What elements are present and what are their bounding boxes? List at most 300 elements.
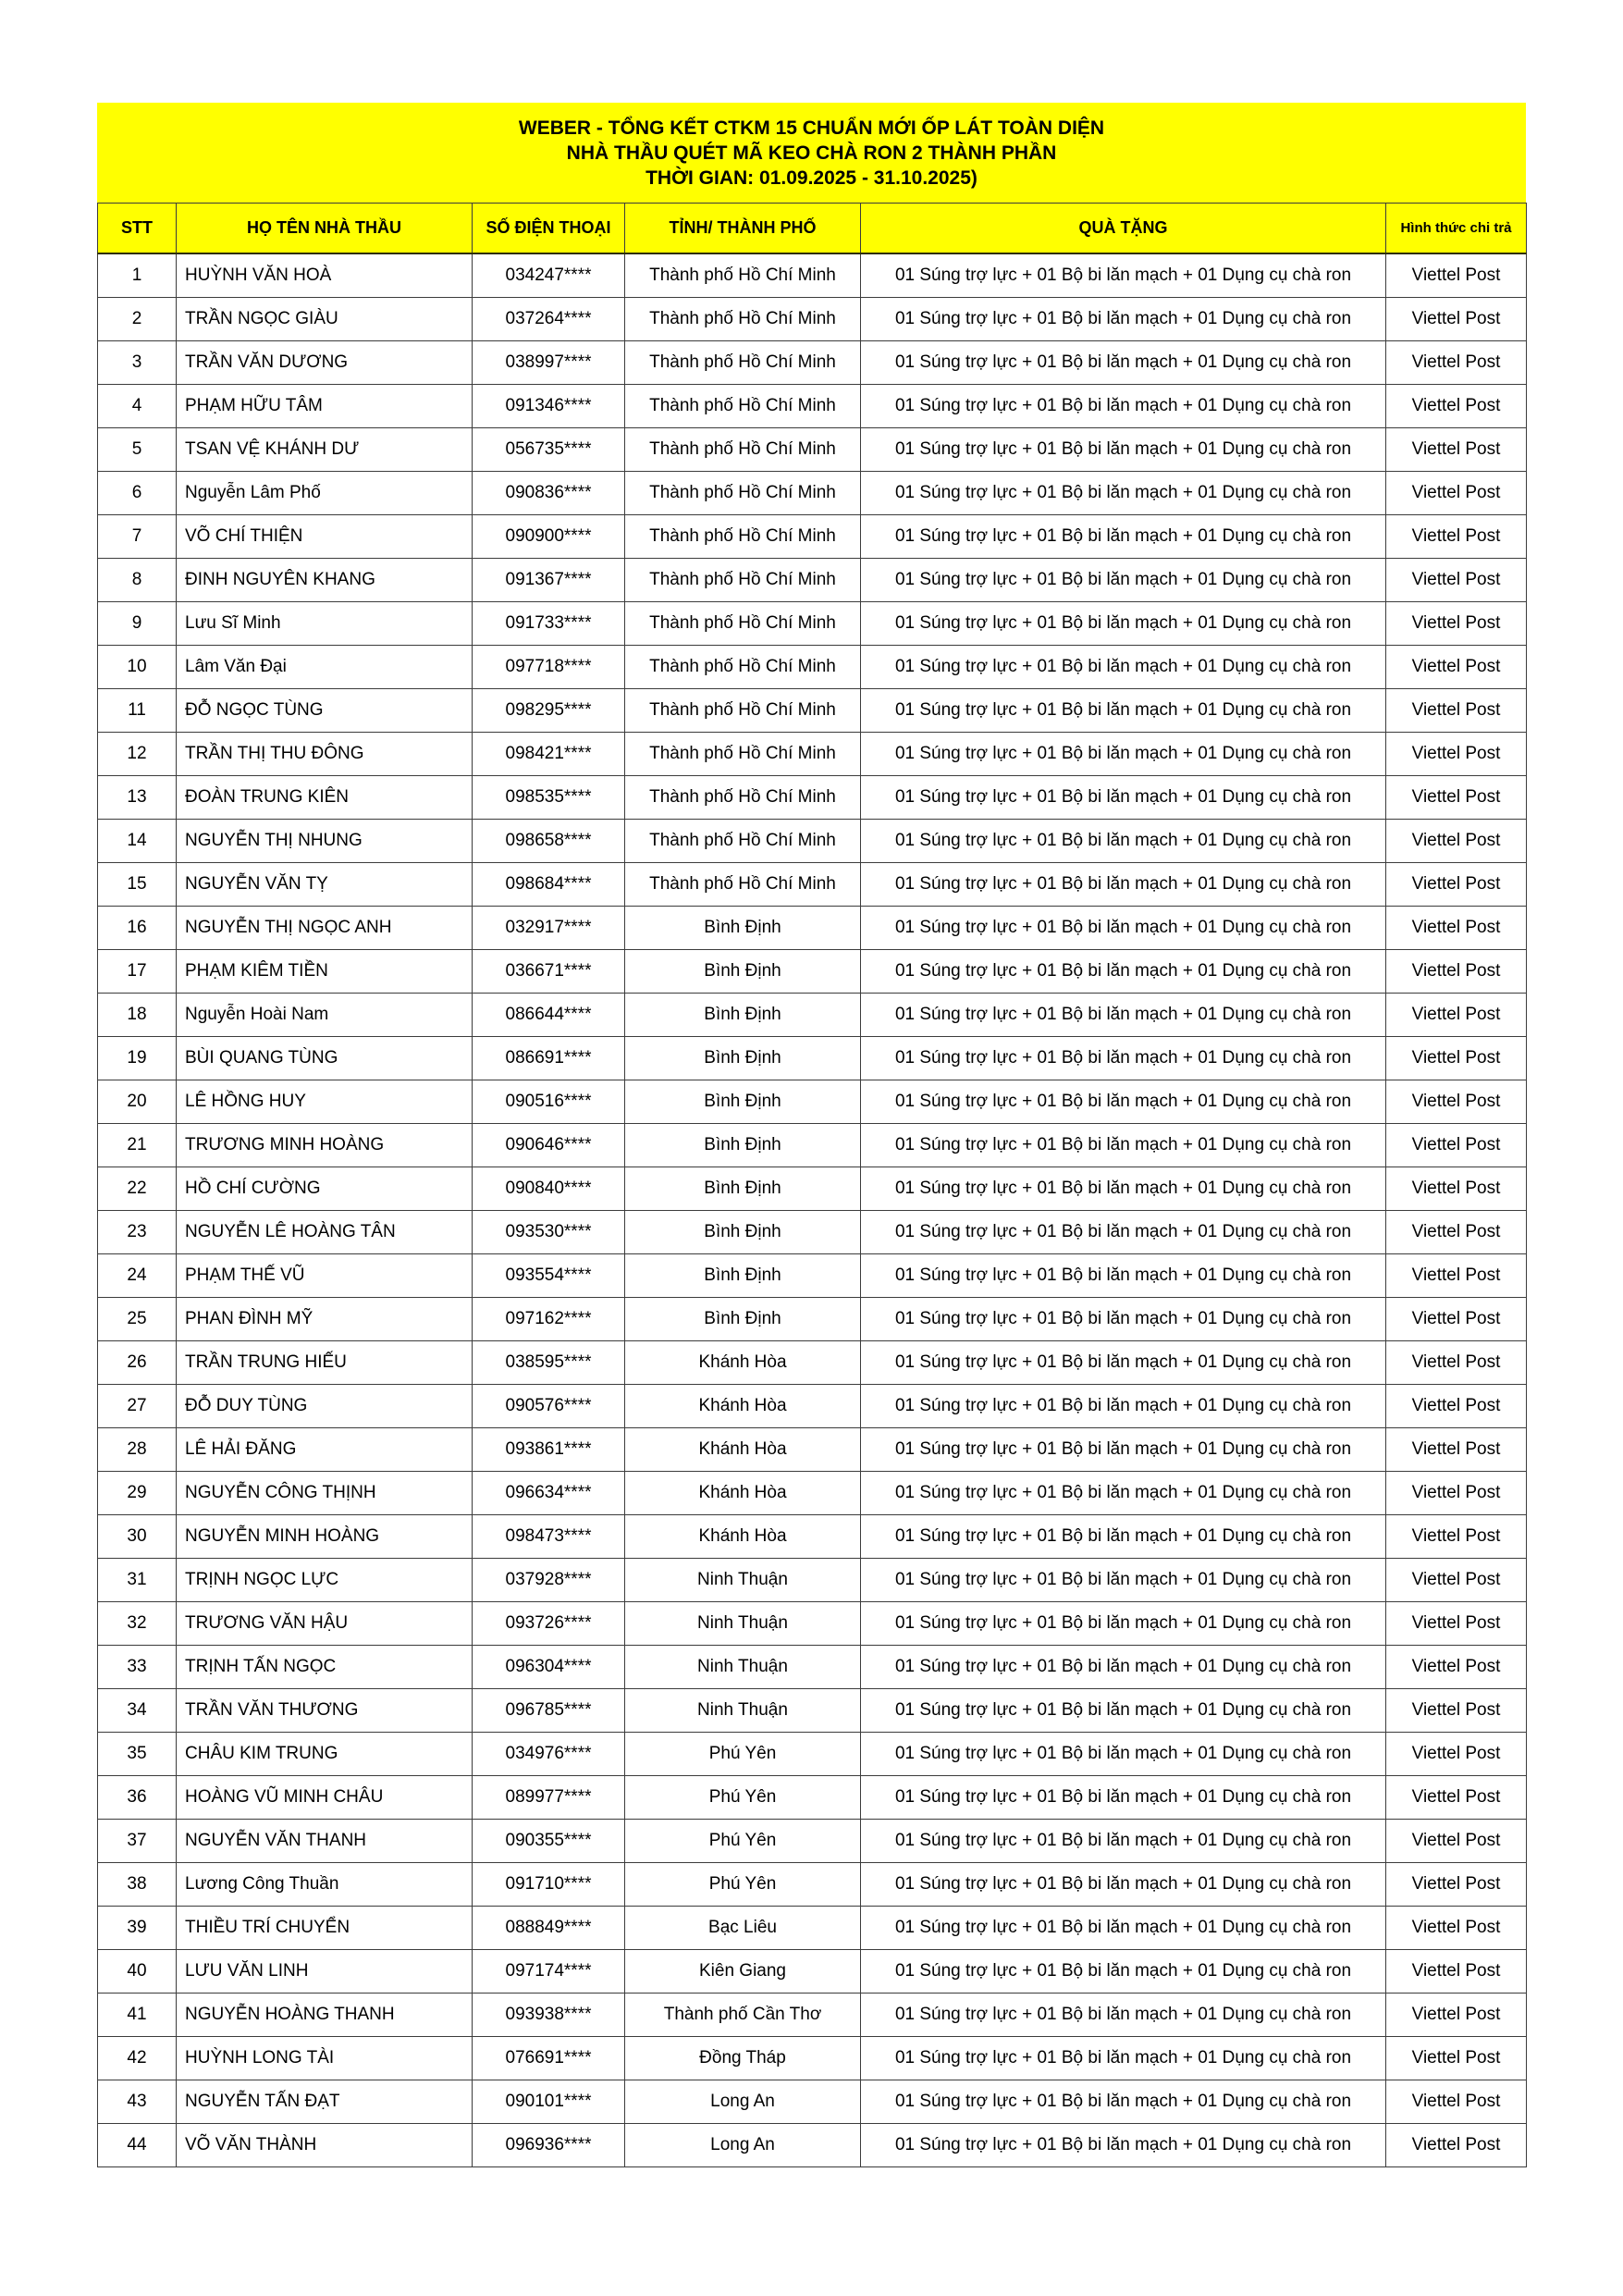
cell-stt: 42: [98, 2037, 177, 2080]
table-row: [98, 994, 1527, 1037]
cell-stt: 9: [98, 602, 177, 646]
report-sheet: [97, 103, 1526, 2167]
cell-stt: 2: [98, 298, 177, 341]
cell-province: Thành phố Hồ Chí Minh: [625, 559, 861, 602]
cell-phone: 091367****: [473, 559, 625, 602]
table-row: [98, 907, 1527, 950]
cell-stt: 8: [98, 559, 177, 602]
cell-province: Bình Định: [625, 1254, 861, 1298]
cell-stt: 27: [98, 1385, 177, 1428]
cell-phone: 086691****: [473, 1037, 625, 1080]
cell-province: Bình Định: [625, 1080, 861, 1124]
table-row: [98, 1211, 1527, 1254]
report-title-banner: [97, 103, 1526, 203]
cell-stt: 39: [98, 1907, 177, 1950]
cell-name: TSAN VỆ KHÁNH DƯ: [177, 428, 473, 472]
cell-name: VÕ VĂN THÀNH: [177, 2124, 473, 2167]
cell-province: Bình Định: [625, 1211, 861, 1254]
cell-gift: 01 Súng trợ lực + 01 Bộ bi lăn mạch + 01 Dụng cụ chà ron: [861, 1515, 1386, 1559]
table-row: [98, 863, 1527, 907]
table-row: [98, 1733, 1527, 1776]
cell-gift: 01 Súng trợ lực + 01 Bộ bi lăn mạch + 01 Dụng cụ chà ron: [861, 2080, 1386, 2124]
cell-province: Ninh Thuận: [625, 1646, 861, 1689]
cell-payment: Viettel Post: [1386, 253, 1527, 298]
cell-stt: 15: [98, 863, 177, 907]
cell-province: Thành phố Hồ Chí Minh: [625, 515, 861, 559]
report-title-line3: THỜI GIAN: 01.09.2025 - 31.10.2025): [646, 167, 977, 189]
cell-payment: Viettel Post: [1386, 733, 1527, 776]
header-stt: STT: [98, 204, 177, 254]
table-row: [98, 1907, 1527, 1950]
cell-province: Bình Định: [625, 1124, 861, 1167]
cell-province: Phú Yên: [625, 1776, 861, 1820]
cell-stt: 30: [98, 1515, 177, 1559]
table-row: [98, 1037, 1527, 1080]
table-row: [98, 1689, 1527, 1733]
cell-stt: 16: [98, 907, 177, 950]
cell-phone: 098658****: [473, 820, 625, 863]
cell-payment: Viettel Post: [1386, 1602, 1527, 1646]
table-row: [98, 950, 1527, 994]
cell-gift: 01 Súng trợ lực + 01 Bộ bi lăn mạch + 01 Dụng cụ chà ron: [861, 1863, 1386, 1907]
cell-phone: 096304****: [473, 1646, 625, 1689]
cell-stt: 43: [98, 2080, 177, 2124]
cell-province: Bình Định: [625, 907, 861, 950]
cell-gift: 01 Súng trợ lực + 01 Bộ bi lăn mạch + 01 Dụng cụ chà ron: [861, 1037, 1386, 1080]
cell-province: Bình Định: [625, 1037, 861, 1080]
cell-payment: Viettel Post: [1386, 2124, 1527, 2167]
cell-gift: 01 Súng trợ lực + 01 Bộ bi lăn mạch + 01 Dụng cụ chà ron: [861, 559, 1386, 602]
cell-name: NGUYỄN HOÀNG THANH: [177, 1994, 473, 2037]
cell-phone: 097174****: [473, 1950, 625, 1994]
table-row: [98, 1472, 1527, 1515]
cell-payment: Viettel Post: [1386, 950, 1527, 994]
cell-payment: Viettel Post: [1386, 1994, 1527, 2037]
cell-payment: Viettel Post: [1386, 1037, 1527, 1080]
cell-gift: 01 Súng trợ lực + 01 Bộ bi lăn mạch + 01 Dụng cụ chà ron: [861, 2124, 1386, 2167]
cell-province: Khánh Hòa: [625, 1428, 861, 1472]
cell-payment: Viettel Post: [1386, 1559, 1527, 1602]
cell-gift: 01 Súng trợ lực + 01 Bộ bi lăn mạch + 01 Dụng cụ chà ron: [861, 1428, 1386, 1472]
header-province: TỈNH/ THÀNH PHỐ: [625, 204, 861, 254]
cell-gift: 01 Súng trợ lực + 01 Bộ bi lăn mạch + 01 Dụng cụ chà ron: [861, 689, 1386, 733]
cell-phone: 038595****: [473, 1341, 625, 1385]
cell-phone: 090836****: [473, 472, 625, 515]
cell-name: ĐỖ NGỌC TÙNG: [177, 689, 473, 733]
cell-name: HUỲNH LONG TÀI: [177, 2037, 473, 2080]
cell-province: Phú Yên: [625, 1863, 861, 1907]
cell-gift: 01 Súng trợ lực + 01 Bộ bi lăn mạch + 01 Dụng cụ chà ron: [861, 1820, 1386, 1863]
cell-stt: 24: [98, 1254, 177, 1298]
cell-phone: 090355****: [473, 1820, 625, 1863]
cell-name: THIỀU TRÍ CHUYỂN: [177, 1907, 473, 1950]
cell-gift: 01 Súng trợ lực + 01 Bộ bi lăn mạch + 01 Dụng cụ chà ron: [861, 1994, 1386, 2037]
cell-payment: Viettel Post: [1386, 385, 1527, 428]
header-phone: SỐ ĐIỆN THOẠI: [473, 204, 625, 254]
winners-table: [97, 203, 1527, 2167]
cell-stt: 32: [98, 1602, 177, 1646]
cell-name: NGUYỄN CÔNG THỊNH: [177, 1472, 473, 1515]
cell-stt: 34: [98, 1689, 177, 1733]
cell-name: NGUYỄN VĂN THANH: [177, 1820, 473, 1863]
table-row: [98, 515, 1527, 559]
table-row: [98, 1950, 1527, 1994]
cell-name: TRƯƠNG VĂN HẬU: [177, 1602, 473, 1646]
cell-payment: Viettel Post: [1386, 298, 1527, 341]
cell-stt: 28: [98, 1428, 177, 1472]
cell-phone: 089977****: [473, 1776, 625, 1820]
cell-payment: Viettel Post: [1386, 1385, 1527, 1428]
cell-stt: 1: [98, 253, 177, 298]
cell-payment: Viettel Post: [1386, 907, 1527, 950]
cell-stt: 4: [98, 385, 177, 428]
cell-phone: 097718****: [473, 646, 625, 689]
cell-province: Thành phố Hồ Chí Minh: [625, 863, 861, 907]
cell-phone: 093861****: [473, 1428, 625, 1472]
cell-name: NGUYỄN THỊ NHUNG: [177, 820, 473, 863]
cell-stt: 5: [98, 428, 177, 472]
cell-phone: 076691****: [473, 2037, 625, 2080]
cell-payment: Viettel Post: [1386, 1907, 1527, 1950]
cell-payment: Viettel Post: [1386, 1646, 1527, 1689]
cell-payment: Viettel Post: [1386, 472, 1527, 515]
cell-province: Khánh Hòa: [625, 1341, 861, 1385]
cell-province: Khánh Hòa: [625, 1385, 861, 1428]
cell-province: Thành phố Hồ Chí Minh: [625, 733, 861, 776]
cell-payment: Viettel Post: [1386, 1863, 1527, 1907]
cell-province: Thành phố Hồ Chí Minh: [625, 820, 861, 863]
cell-payment: Viettel Post: [1386, 1298, 1527, 1341]
cell-name: PHẠM THẾ VŨ: [177, 1254, 473, 1298]
cell-name: PHẠM HỮU TÂM: [177, 385, 473, 428]
cell-name: TRẦN VĂN DƯƠNG: [177, 341, 473, 385]
cell-phone: 038997****: [473, 341, 625, 385]
cell-name: HỒ CHÍ CƯỜNG: [177, 1167, 473, 1211]
cell-name: ĐỖ DUY TÙNG: [177, 1385, 473, 1428]
table-row: [98, 428, 1527, 472]
cell-stt: 18: [98, 994, 177, 1037]
cell-name: CHÂU KIM TRUNG: [177, 1733, 473, 1776]
cell-gift: 01 Súng trợ lực + 01 Bộ bi lăn mạch + 01 Dụng cụ chà ron: [861, 1472, 1386, 1515]
table-row: [98, 602, 1527, 646]
cell-province: Phú Yên: [625, 1820, 861, 1863]
cell-name: NGUYỄN VĂN TỴ: [177, 863, 473, 907]
cell-province: Khánh Hòa: [625, 1472, 861, 1515]
cell-province: Đồng Tháp: [625, 2037, 861, 2080]
cell-stt: 12: [98, 733, 177, 776]
cell-name: TRẦN NGỌC GIÀU: [177, 298, 473, 341]
table-row: [98, 820, 1527, 863]
cell-payment: Viettel Post: [1386, 602, 1527, 646]
cell-stt: 40: [98, 1950, 177, 1994]
cell-province: Bình Định: [625, 1298, 861, 1341]
cell-gift: 01 Súng trợ lực + 01 Bộ bi lăn mạch + 01 Dụng cụ chà ron: [861, 863, 1386, 907]
cell-payment: Viettel Post: [1386, 1211, 1527, 1254]
table-row: [98, 559, 1527, 602]
cell-phone: 091710****: [473, 1863, 625, 1907]
cell-stt: 36: [98, 1776, 177, 1820]
table-row: [98, 1254, 1527, 1298]
cell-payment: Viettel Post: [1386, 515, 1527, 559]
cell-stt: 14: [98, 820, 177, 863]
table-row: [98, 1863, 1527, 1907]
cell-gift: 01 Súng trợ lực + 01 Bộ bi lăn mạch + 01 Dụng cụ chà ron: [861, 1298, 1386, 1341]
cell-payment: Viettel Post: [1386, 1515, 1527, 1559]
cell-gift: 01 Súng trợ lực + 01 Bộ bi lăn mạch + 01 Dụng cụ chà ron: [861, 1341, 1386, 1385]
cell-province: Long An: [625, 2124, 861, 2167]
cell-province: Phú Yên: [625, 1733, 861, 1776]
cell-phone: 098684****: [473, 863, 625, 907]
cell-name: TRẦN TRUNG HIẾU: [177, 1341, 473, 1385]
cell-province: Thành phố Cần Thơ: [625, 1994, 861, 2037]
cell-stt: 44: [98, 2124, 177, 2167]
cell-gift: 01 Súng trợ lực + 01 Bộ bi lăn mạch + 01 Dụng cụ chà ron: [861, 602, 1386, 646]
cell-name: VÕ CHÍ THIỆN: [177, 515, 473, 559]
cell-stt: 7: [98, 515, 177, 559]
cell-phone: 096785****: [473, 1689, 625, 1733]
header-row: [98, 204, 1527, 254]
cell-payment: Viettel Post: [1386, 1820, 1527, 1863]
cell-payment: Viettel Post: [1386, 1080, 1527, 1124]
cell-name: TRỊNH NGỌC LỰC: [177, 1559, 473, 1602]
cell-province: Khánh Hòa: [625, 1515, 861, 1559]
cell-name: Nguyễn Hoài Nam: [177, 994, 473, 1037]
cell-payment: Viettel Post: [1386, 559, 1527, 602]
cell-stt: 38: [98, 1863, 177, 1907]
cell-gift: 01 Súng trợ lực + 01 Bộ bi lăn mạch + 01 Dụng cụ chà ron: [861, 515, 1386, 559]
table-row: [98, 1994, 1527, 2037]
cell-phone: 098535****: [473, 776, 625, 820]
cell-gift: 01 Súng trợ lực + 01 Bộ bi lăn mạch + 01 Dụng cụ chà ron: [861, 1385, 1386, 1428]
cell-phone: 096634****: [473, 1472, 625, 1515]
cell-payment: Viettel Post: [1386, 863, 1527, 907]
cell-gift: 01 Súng trợ lực + 01 Bộ bi lăn mạch + 01 Dụng cụ chà ron: [861, 1907, 1386, 1950]
cell-province: Ninh Thuận: [625, 1559, 861, 1602]
cell-stt: 22: [98, 1167, 177, 1211]
cell-name: TRẦN VĂN THƯƠNG: [177, 1689, 473, 1733]
cell-phone: 090840****: [473, 1167, 625, 1211]
cell-province: Thành phố Hồ Chí Minh: [625, 428, 861, 472]
table-row: [98, 1820, 1527, 1863]
header-gift: QUÀ TẶNG: [861, 204, 1386, 254]
cell-province: Thành phố Hồ Chí Minh: [625, 298, 861, 341]
table-row: [98, 1515, 1527, 1559]
cell-gift: 01 Súng trợ lực + 01 Bộ bi lăn mạch + 01 Dụng cụ chà ron: [861, 1689, 1386, 1733]
cell-name: NGUYỄN THỊ NGỌC ANH: [177, 907, 473, 950]
cell-name: PHẠM KIÊM TIỀN: [177, 950, 473, 994]
cell-stt: 41: [98, 1994, 177, 2037]
cell-name: Nguyễn Lâm Phố: [177, 472, 473, 515]
cell-province: Long An: [625, 2080, 861, 2124]
cell-gift: 01 Súng trợ lực + 01 Bộ bi lăn mạch + 01 Dụng cụ chà ron: [861, 1080, 1386, 1124]
cell-gift: 01 Súng trợ lực + 01 Bộ bi lăn mạch + 01 Dụng cụ chà ron: [861, 994, 1386, 1037]
cell-payment: Viettel Post: [1386, 646, 1527, 689]
cell-gift: 01 Súng trợ lực + 01 Bộ bi lăn mạch + 01 Dụng cụ chà ron: [861, 1124, 1386, 1167]
cell-province: Bình Định: [625, 994, 861, 1037]
table-row: [98, 1646, 1527, 1689]
cell-name: NGUYỄN MINH HOÀNG: [177, 1515, 473, 1559]
table-row: [98, 253, 1527, 298]
table-row: [98, 1428, 1527, 1472]
cell-province: Kiên Giang: [625, 1950, 861, 1994]
cell-phone: 037928****: [473, 1559, 625, 1602]
cell-stt: 21: [98, 1124, 177, 1167]
table-row: [98, 472, 1527, 515]
cell-phone: 093530****: [473, 1211, 625, 1254]
header-name: HỌ TÊN NHÀ THẦU: [177, 204, 473, 254]
cell-payment: Viettel Post: [1386, 1776, 1527, 1820]
cell-phone: 097162****: [473, 1298, 625, 1341]
cell-stt: 13: [98, 776, 177, 820]
cell-payment: Viettel Post: [1386, 1733, 1527, 1776]
cell-name: TRƯƠNG MINH HOÀNG: [177, 1124, 473, 1167]
cell-phone: 096936****: [473, 2124, 625, 2167]
cell-gift: 01 Súng trợ lực + 01 Bộ bi lăn mạch + 01 Dụng cụ chà ron: [861, 1167, 1386, 1211]
cell-name: TRỊNH TẤN NGỌC: [177, 1646, 473, 1689]
cell-province: Thành phố Hồ Chí Minh: [625, 776, 861, 820]
table-row: [98, 298, 1527, 341]
cell-phone: 034247****: [473, 253, 625, 298]
cell-gift: 01 Súng trợ lực + 01 Bộ bi lăn mạch + 01 Dụng cụ chà ron: [861, 428, 1386, 472]
table-row: [98, 1298, 1527, 1341]
cell-province: Thành phố Hồ Chí Minh: [625, 602, 861, 646]
cell-phone: 086644****: [473, 994, 625, 1037]
cell-gift: 01 Súng trợ lực + 01 Bộ bi lăn mạch + 01 Dụng cụ chà ron: [861, 646, 1386, 689]
cell-gift: 01 Súng trợ lực + 01 Bộ bi lăn mạch + 01 Dụng cụ chà ron: [861, 253, 1386, 298]
cell-phone: 090516****: [473, 1080, 625, 1124]
cell-gift: 01 Súng trợ lực + 01 Bộ bi lăn mạch + 01 Dụng cụ chà ron: [861, 341, 1386, 385]
cell-phone: 056735****: [473, 428, 625, 472]
cell-stt: 20: [98, 1080, 177, 1124]
cell-phone: 090900****: [473, 515, 625, 559]
cell-gift: 01 Súng trợ lực + 01 Bộ bi lăn mạch + 01 Dụng cụ chà ron: [861, 1733, 1386, 1776]
cell-name: Lâm Văn Đại: [177, 646, 473, 689]
table-row: [98, 385, 1527, 428]
cell-province: Thành phố Hồ Chí Minh: [625, 472, 861, 515]
table-row: [98, 1559, 1527, 1602]
table-row: [98, 2037, 1527, 2080]
cell-province: Thành phố Hồ Chí Minh: [625, 646, 861, 689]
cell-province: Thành phố Hồ Chí Minh: [625, 689, 861, 733]
cell-name: HUỲNH VĂN HOÀ: [177, 253, 473, 298]
cell-name: TRẦN THỊ THU ĐÔNG: [177, 733, 473, 776]
cell-phone: 032917****: [473, 907, 625, 950]
cell-phone: 037264****: [473, 298, 625, 341]
table-row: [98, 689, 1527, 733]
cell-gift: 01 Súng trợ lực + 01 Bộ bi lăn mạch + 01 Dụng cụ chà ron: [861, 1254, 1386, 1298]
cell-name: HOÀNG VŨ MINH CHÂU: [177, 1776, 473, 1820]
cell-payment: Viettel Post: [1386, 689, 1527, 733]
cell-name: LƯU VĂN LINH: [177, 1950, 473, 1994]
table-row: [98, 1080, 1527, 1124]
cell-gift: 01 Súng trợ lực + 01 Bộ bi lăn mạch + 01 Dụng cụ chà ron: [861, 1646, 1386, 1689]
cell-stt: 26: [98, 1341, 177, 1385]
cell-province: Ninh Thuận: [625, 1689, 861, 1733]
cell-province: Bình Định: [625, 1167, 861, 1211]
cell-phone: 090576****: [473, 1385, 625, 1428]
cell-phone: 098295****: [473, 689, 625, 733]
cell-stt: 6: [98, 472, 177, 515]
table-row: [98, 2124, 1527, 2167]
cell-phone: 098421****: [473, 733, 625, 776]
cell-stt: 10: [98, 646, 177, 689]
table-row: [98, 1602, 1527, 1646]
header-payment: Hình thức chi trả: [1386, 204, 1527, 254]
table-row: [98, 1167, 1527, 1211]
cell-stt: 17: [98, 950, 177, 994]
cell-name: ĐOÀN TRUNG KIÊN: [177, 776, 473, 820]
cell-name: ĐINH NGUYÊN KHANG: [177, 559, 473, 602]
table-row: [98, 1776, 1527, 1820]
cell-stt: 19: [98, 1037, 177, 1080]
cell-phone: 036671****: [473, 950, 625, 994]
cell-payment: Viettel Post: [1386, 994, 1527, 1037]
cell-stt: 31: [98, 1559, 177, 1602]
cell-stt: 35: [98, 1733, 177, 1776]
cell-stt: 3: [98, 341, 177, 385]
cell-stt: 23: [98, 1211, 177, 1254]
cell-phone: 088849****: [473, 1907, 625, 1950]
cell-payment: Viettel Post: [1386, 2037, 1527, 2080]
cell-payment: Viettel Post: [1386, 1341, 1527, 1385]
cell-stt: 29: [98, 1472, 177, 1515]
cell-province: Ninh Thuận: [625, 1602, 861, 1646]
table-row: [98, 341, 1527, 385]
cell-gift: 01 Súng trợ lực + 01 Bộ bi lăn mạch + 01 Dụng cụ chà ron: [861, 1211, 1386, 1254]
cell-province: Thành phố Hồ Chí Minh: [625, 385, 861, 428]
cell-payment: Viettel Post: [1386, 1254, 1527, 1298]
cell-phone: 034976****: [473, 1733, 625, 1776]
cell-payment: Viettel Post: [1386, 1167, 1527, 1211]
cell-province: Bình Định: [625, 950, 861, 994]
cell-stt: 37: [98, 1820, 177, 1863]
table-row: [98, 646, 1527, 689]
cell-province: Bạc Liêu: [625, 1907, 861, 1950]
cell-gift: 01 Súng trợ lực + 01 Bộ bi lăn mạch + 01 Dụng cụ chà ron: [861, 298, 1386, 341]
cell-phone: 091733****: [473, 602, 625, 646]
table-row: [98, 733, 1527, 776]
cell-stt: 11: [98, 689, 177, 733]
cell-name: PHAN ĐÌNH MỸ: [177, 1298, 473, 1341]
cell-gift: 01 Súng trợ lực + 01 Bộ bi lăn mạch + 01 Dụng cụ chà ron: [861, 1559, 1386, 1602]
cell-payment: Viettel Post: [1386, 820, 1527, 863]
cell-payment: Viettel Post: [1386, 341, 1527, 385]
cell-gift: 01 Súng trợ lực + 01 Bộ bi lăn mạch + 01 Dụng cụ chà ron: [861, 776, 1386, 820]
cell-gift: 01 Súng trợ lực + 01 Bộ bi lăn mạch + 01 Dụng cụ chà ron: [861, 733, 1386, 776]
report-title-line2: NHÀ THẦU QUÉT MÃ KEO CHÀ RON 2 THÀNH PHẦN: [566, 142, 1057, 164]
report-title-line1: WEBER - TỔNG KẾT CTKM 15 CHUẨN MỚI ỐP LÁT TOÀN DIỆN: [518, 117, 1105, 139]
cell-gift: 01 Súng trợ lực + 01 Bộ bi lăn mạch + 01 Dụng cụ chà ron: [861, 820, 1386, 863]
table-row: [98, 776, 1527, 820]
cell-phone: 090101****: [473, 2080, 625, 2124]
cell-payment: Viettel Post: [1386, 776, 1527, 820]
cell-province: Thành phố Hồ Chí Minh: [625, 253, 861, 298]
cell-payment: Viettel Post: [1386, 1689, 1527, 1733]
cell-phone: 093554****: [473, 1254, 625, 1298]
table-row: [98, 1124, 1527, 1167]
table-row: [98, 2080, 1527, 2124]
cell-province: Thành phố Hồ Chí Minh: [625, 341, 861, 385]
cell-gift: 01 Súng trợ lực + 01 Bộ bi lăn mạch + 01 Dụng cụ chà ron: [861, 1950, 1386, 1994]
cell-gift: 01 Súng trợ lực + 01 Bộ bi lăn mạch + 01 Dụng cụ chà ron: [861, 907, 1386, 950]
cell-gift: 01 Súng trợ lực + 01 Bộ bi lăn mạch + 01 Dụng cụ chà ron: [861, 472, 1386, 515]
cell-payment: Viettel Post: [1386, 428, 1527, 472]
cell-phone: 093726****: [473, 1602, 625, 1646]
cell-name: LÊ HỒNG HUY: [177, 1080, 473, 1124]
cell-payment: Viettel Post: [1386, 1428, 1527, 1472]
cell-name: NGUYỄN LÊ HOÀNG TÂN: [177, 1211, 473, 1254]
cell-stt: 25: [98, 1298, 177, 1341]
